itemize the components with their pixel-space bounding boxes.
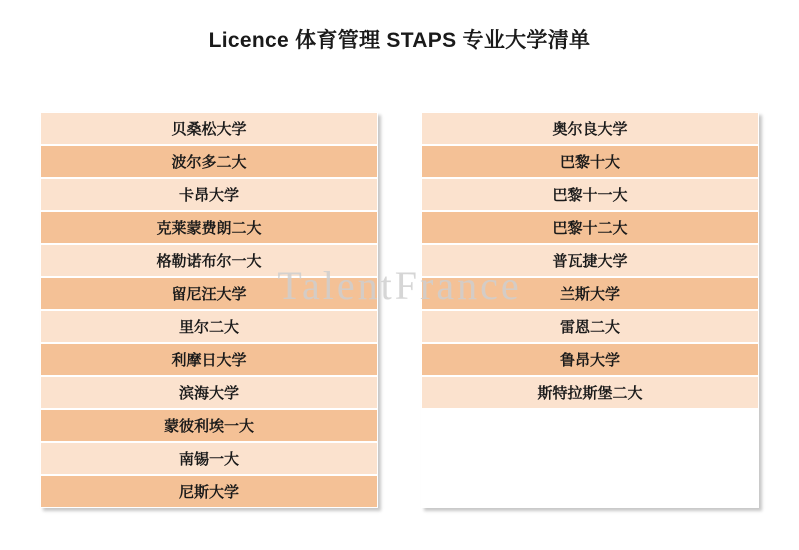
list-item: 斯特拉斯堡二大 [421,376,759,409]
list-item: 利摩日大学 [40,343,378,376]
list-item: 鲁昂大学 [421,343,759,376]
list-item: 贝桑松大学 [40,112,378,145]
list-item: 雷恩二大 [421,310,759,343]
list-item: 尼斯大学 [40,475,378,508]
list-item: 巴黎十一大 [421,178,759,211]
list-item: 南锡一大 [40,442,378,475]
list-item: 波尔多二大 [40,145,378,178]
left-column [40,112,378,508]
list-item: 普瓦捷大学 [421,244,759,277]
watermark-text: TalentFrance [277,263,522,308]
list-item: 兰斯大学 [421,277,759,310]
list-item: 滨海大学 [40,376,378,409]
list-item: 格勒诺布尔一大 [40,244,378,277]
university-table [40,112,759,508]
page-title: Licence 体育管理 STAPS 专业大学清单 [208,29,591,52]
list-item: 巴黎十大 [421,145,759,178]
list-item: 克莱蒙费朗二大 [40,211,378,244]
list-item: 里尔二大 [40,310,378,343]
list-item: 巴黎十二大 [421,211,759,244]
list-item: 留尼汪大学 [40,277,378,310]
right-column [421,112,759,508]
list-item: 奥尔良大学 [421,112,759,145]
list-item: 蒙彼利埃一大 [40,409,378,442]
list-item: 卡昂大学 [40,178,378,211]
